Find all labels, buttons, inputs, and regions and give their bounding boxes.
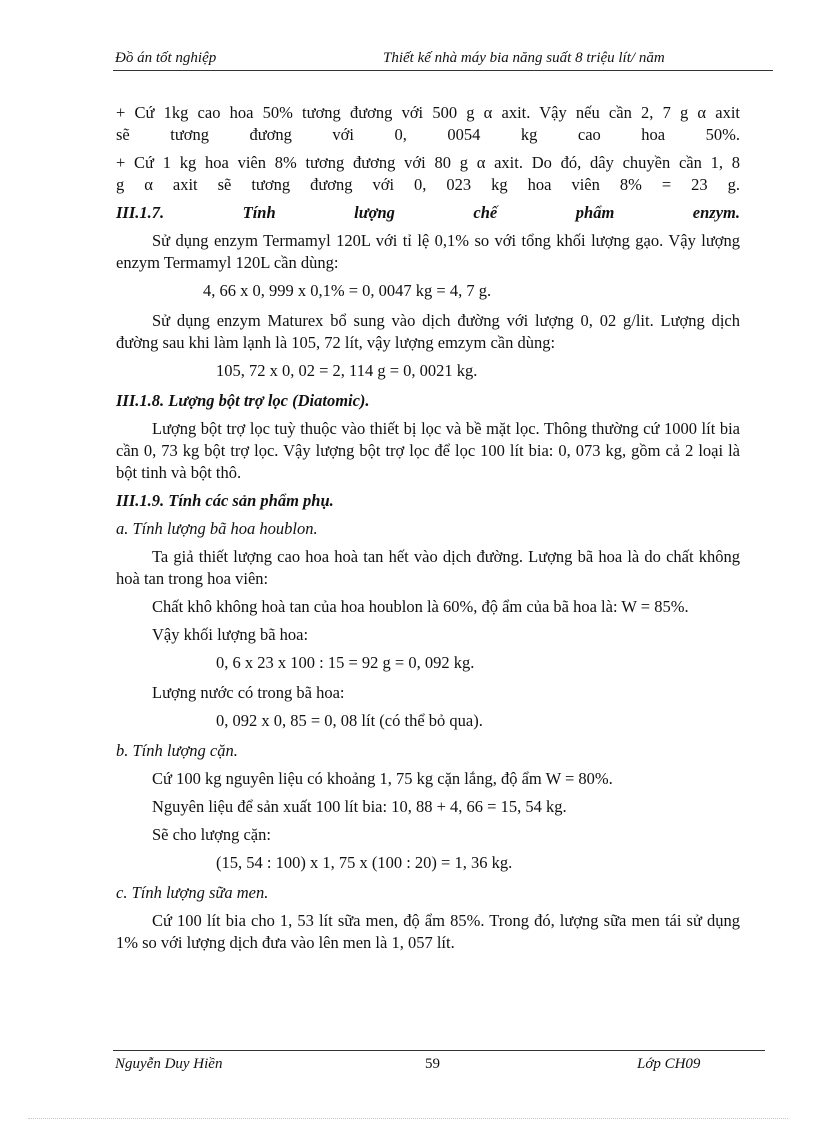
paragraph-can-2: Nguyên liệu để sản xuất 100 lít bia: 10, 88 + 4, 66 = 15, 54 kg. — [152, 797, 567, 816]
page-bottom-dotted-rule — [28, 1118, 788, 1119]
paragraph-cao-hoa — [116, 102, 740, 146]
subheading-c: c. Tính lượng sữa men. — [116, 883, 269, 902]
paragraph-hoa-vien — [116, 152, 740, 196]
paragraph-sua-men: Cứ 100 lít bia cho 1, 53 lít sữa men, độ ẩm 85%. Trong đó, lượng sữa men tái sử dụng 1% so với lượng dịch đưa vào lên men là 1, 057 lít. — [116, 911, 740, 952]
subheading-a: a. Tính lượng bã hoa houblon. — [116, 519, 318, 538]
footer-page-number: 59 — [425, 1056, 440, 1072]
formula-ba-hoa: 0, 6 x 23 x 100 : 15 = 92 g = 0, 092 kg. — [216, 653, 475, 672]
section-heading-3-1-8: III.1.8. Lượng bột trợ lọc (Diatomic). — [116, 391, 370, 410]
paragraph-termamyl: Sử dụng enzym Termamyl 120L với tỉ lệ 0,1% so với tổng khối lượng gạo. Vậy lượng enzym Termamyl 120L cần dùng: — [116, 231, 740, 272]
paragraph-can-3: Sẽ cho lượng cặn: — [152, 825, 271, 844]
paragraph-line: + Cứ 1kg cao hoa 50% tương đương với 500 g α axit. Vậy nếu cần 2, 7 g α axit — [116, 103, 740, 122]
paragraph-line: sẽ tương đương với 0, 0054 kg cao hoa 50%. — [116, 125, 740, 144]
paragraph-ba-hoa-1: Ta giả thiết lượng cao hoa hoà tan hết vào dịch đường. Lượng bã hoa là do chất không hoà tan trong hoa viên: — [116, 547, 740, 588]
footer-author: Nguyễn Duy Hiền — [115, 1056, 223, 1072]
paragraph-ba-hoa-2: Chất khô không hoà tan của hoa houblon là 60%, độ ẩm của bã hoa là: W = 85%. — [152, 597, 689, 616]
paragraph-can-1: Cứ 100 kg nguyên liệu có khoảng 1, 75 kg cặn lắng, độ ẩm W = 80%. — [152, 769, 613, 788]
paragraph-bot-tro-loc: Lượng bột trợ lọc tuỳ thuộc vào thiết bị lọc và bề mặt lọc. Thông thường cứ 1000 lít bia cần 0, 73 kg bột trợ lọc. Vậy lượng bột trợ lọc để lọc 100 lít bia: 0, 073 kg, gồm cả 2 loại là bột tinh và bột thô. — [116, 419, 740, 482]
document-body — [116, 102, 740, 960]
paragraph-maturex: Sử dụng enzym Maturex bổ sung vào dịch đường với lượng 0, 02 g/lit. Lượng dịch đường sau khi làm lạnh là 105, 72 lít, vậy lượng emzym cần dùng: — [116, 311, 740, 352]
section-heading-3-1-9: III.1.9. Tính các sản phẩm phụ. — [116, 491, 334, 510]
footer-class: Lớp CH09 — [637, 1056, 701, 1072]
paragraph-line: + Cứ 1 kg hoa viên 8% tương đương với 80 g α axit. Do đó, dây chuyền cần 1, 8 — [116, 153, 740, 172]
paragraph-nuoc-ba-hoa: Lượng nước có trong bã hoa: — [152, 683, 345, 702]
formula-maturex: 105, 72 x 0, 02 = 2, 114 g = 0, 0021 kg. — [216, 361, 478, 380]
formula-can: (15, 54 : 100) x 1, 75 x (100 : 20) = 1, 36 kg. — [216, 853, 513, 872]
header-right-title: Thiết kế nhà máy bia năng suất 8 triệu lít/ năm — [383, 50, 665, 66]
page-header — [113, 48, 773, 71]
formula-nuoc-ba-hoa: 0, 092 x 0, 85 = 0, 08 lít (có thể bỏ qua). — [216, 711, 483, 730]
formula-termamyl: 4, 66 x 0, 999 x 0,1% = 0, 0047 kg = 4, 7 g. — [203, 281, 492, 300]
subheading-b: b. Tính lượng cặn. — [116, 741, 238, 760]
section-heading-3-1-7: III.1.7. Tính lượng chế phẩm enzym. — [116, 203, 740, 222]
page-footer — [113, 1050, 765, 1075]
header-left-title: Đồ án tốt nghiệp — [115, 50, 217, 66]
paragraph-line: g α axit sẽ tương đương với 0, 023 kg hoa viên 8% = 23 g. — [116, 175, 740, 194]
paragraph-ba-hoa-3: Vậy khối lượng bã hoa: — [152, 625, 309, 644]
